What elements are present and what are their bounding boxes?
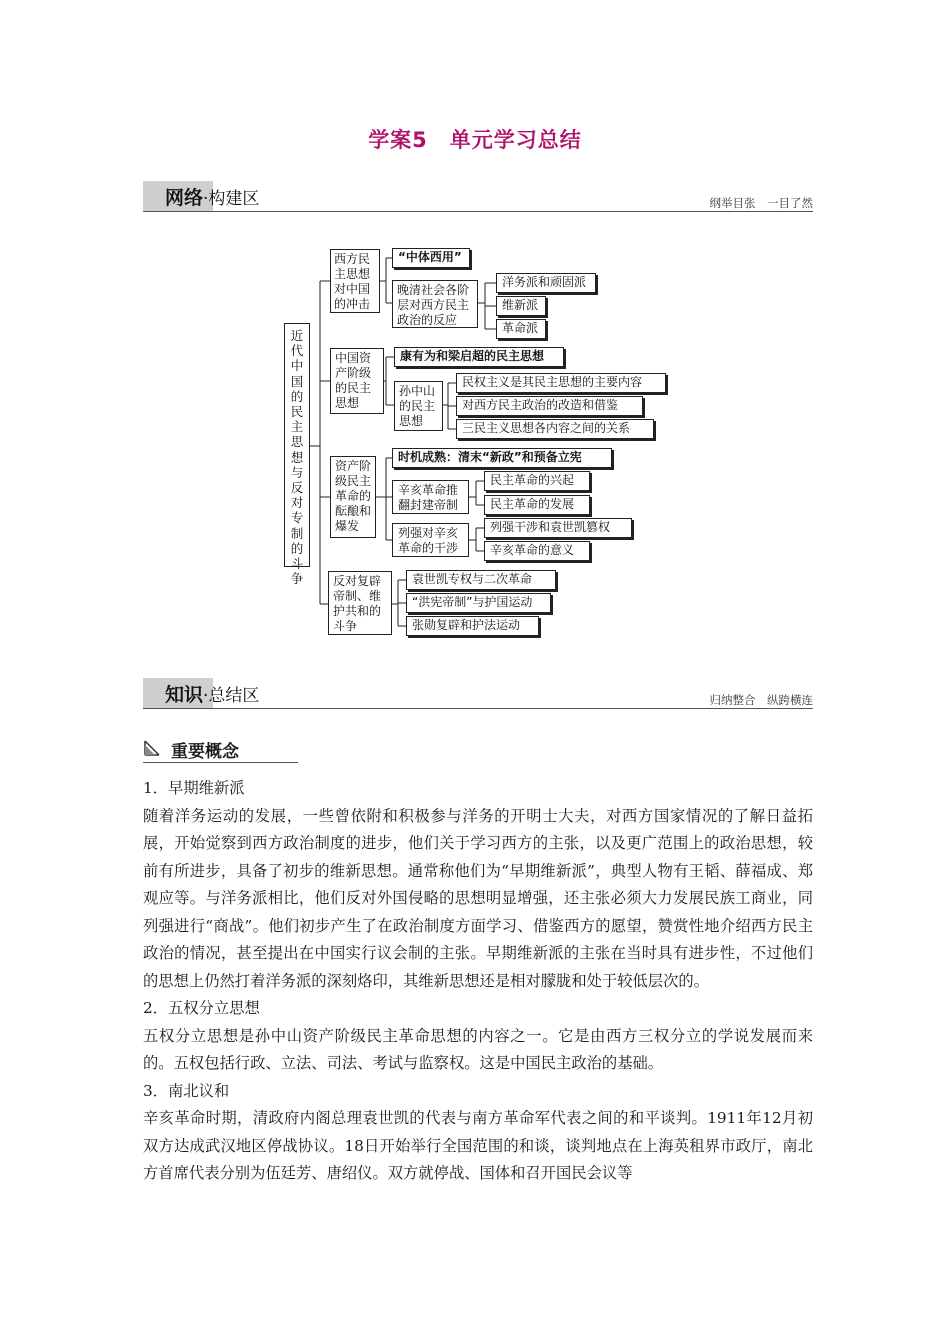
mindmap-node: 晚清社会各阶层对西方民主政治的反应 bbox=[392, 280, 478, 328]
section-motto: 纲举目张 一目了然 bbox=[709, 196, 813, 210]
mindmap-branch-1: 西方民主思想对中国的冲击 bbox=[330, 249, 380, 313]
mindmap-leaf: 对西方民主政治的改造和借鉴 bbox=[456, 396, 643, 416]
concept-body: 辛亥革命时期，清政府内阁总理袁世凯的代表与南方革命军代表之间的和平谈判。1911年12月初双方达成武汉地区停战协议。18日开始举行全国范围的和谈，谈判地点在上海英租界市政厅，南北方首席代表分别为伍廷芳、唐绍仪。双方就停战、国体和召开国民会议等 bbox=[143, 1109, 813, 1182]
concepts-heading-underline bbox=[143, 762, 298, 763]
mindmap-leaf: 民主革命的兴起 bbox=[484, 471, 590, 491]
section-motto: 归纳整合 纵跨横连 bbox=[709, 693, 813, 707]
mindmap-leaf: 列强干涉和袁世凯篡权 bbox=[484, 518, 632, 538]
mindmap-node: 孙中山的民主思想 bbox=[394, 381, 443, 431]
concept-title: 1．早期维新派 bbox=[143, 779, 245, 797]
concept-title: 3．南北议和 bbox=[143, 1081, 230, 1100]
mindmap-branch-4: 反对复辟帝制、维护共和的斗争 bbox=[328, 571, 392, 635]
section-header-knowledge bbox=[143, 678, 813, 710]
mindmap-node: “中体西用” bbox=[392, 248, 470, 268]
mindmap-leaf: 袁世凯专权与二次革命 bbox=[406, 570, 556, 590]
mindmap-leaf: 民权主义是其民主思想的主要内容 bbox=[456, 373, 666, 393]
page-title: 学案5 单元学习总结 bbox=[368, 128, 582, 152]
concept-title: 2．五权分立思想 bbox=[143, 999, 260, 1017]
mindmap-node: 康有为和梁启超的民主思想 bbox=[394, 347, 564, 367]
mindmap-leaf: 辛亥革命的意义 bbox=[484, 541, 590, 561]
mindmap-node: 列强对辛亥革命的干涉 bbox=[392, 523, 469, 557]
mindmap-branch-2: 中国资产阶级的民主思想 bbox=[330, 348, 384, 414]
mindmap-leaf: 革命派 bbox=[496, 319, 546, 339]
section-title: 网络·构建区 bbox=[165, 187, 260, 209]
diagonal-icon bbox=[143, 739, 161, 757]
mindmap-root: 近代中国的民主思想与反对专制的斗争 bbox=[284, 323, 310, 567]
mindmap-branch-3: 资产阶级民主革命的酝酿和爆发 bbox=[330, 456, 376, 538]
mindmap-leaf: 张勋复辟和护法运动 bbox=[406, 616, 539, 636]
concepts-heading bbox=[143, 737, 298, 763]
section-divider bbox=[143, 708, 813, 709]
section-title: 知识·总结区 bbox=[165, 684, 260, 706]
concepts-list bbox=[143, 775, 813, 1188]
concept-body: 随着洋务运动的发展，一些曾依附和积极参与洋务的开明士大夫，对西方国家情况的了解日益拓展，开始觉察到西方政治制度的进步，他们关于学习西方的主张，以及更广范围上的政治思想，较前有所进步，具备了初步的维新思想。通常称他们为“早期维新派”，典型人物有王韬、薛福成、郑观应等。与洋务派相比，他们反对外国侵略的思想明显增强，还主张必须大力发展民族工商业，同列强进行“商战”。他们初步产生了在政治制度方面学习、借鉴西方的愿望，赞赏性地介绍西方民主政治的情况，甚至提出在中国实行议会制的主张。早期维新派的主张在当时具有进步性，不过他们的思想上仍然打着洋务派的深刻烙印，其维新思想还是相对朦胧和处于较低层次的。 bbox=[143, 806, 813, 990]
concepts-heading-label: 重要概念 bbox=[171, 742, 239, 762]
mindmap-leaf: 洋务派和顽固派 bbox=[496, 273, 596, 293]
mindmap-leaf: 维新派 bbox=[496, 296, 546, 316]
mindmap-leaf: 民主革命的发展 bbox=[484, 495, 590, 515]
mindmap-leaf: “洪宪帝制”与护国运动 bbox=[406, 593, 551, 613]
mindmap-node: 时机成熟：清末“新政”和预备立宪 bbox=[392, 448, 612, 468]
mindmap-node: 辛亥革命推翻封建帝制 bbox=[392, 480, 469, 514]
mindmap-leaf: 三民主义思想各内容之间的关系 bbox=[456, 419, 654, 439]
concept-body: 五权分立思想是孙中山资产阶级民主革命思想的内容之一。它是由西方三权分立的学说发展而来的。五权包括行政、立法、司法、考试与监察权。这是中国民主政治的基础。 bbox=[143, 1026, 813, 1072]
